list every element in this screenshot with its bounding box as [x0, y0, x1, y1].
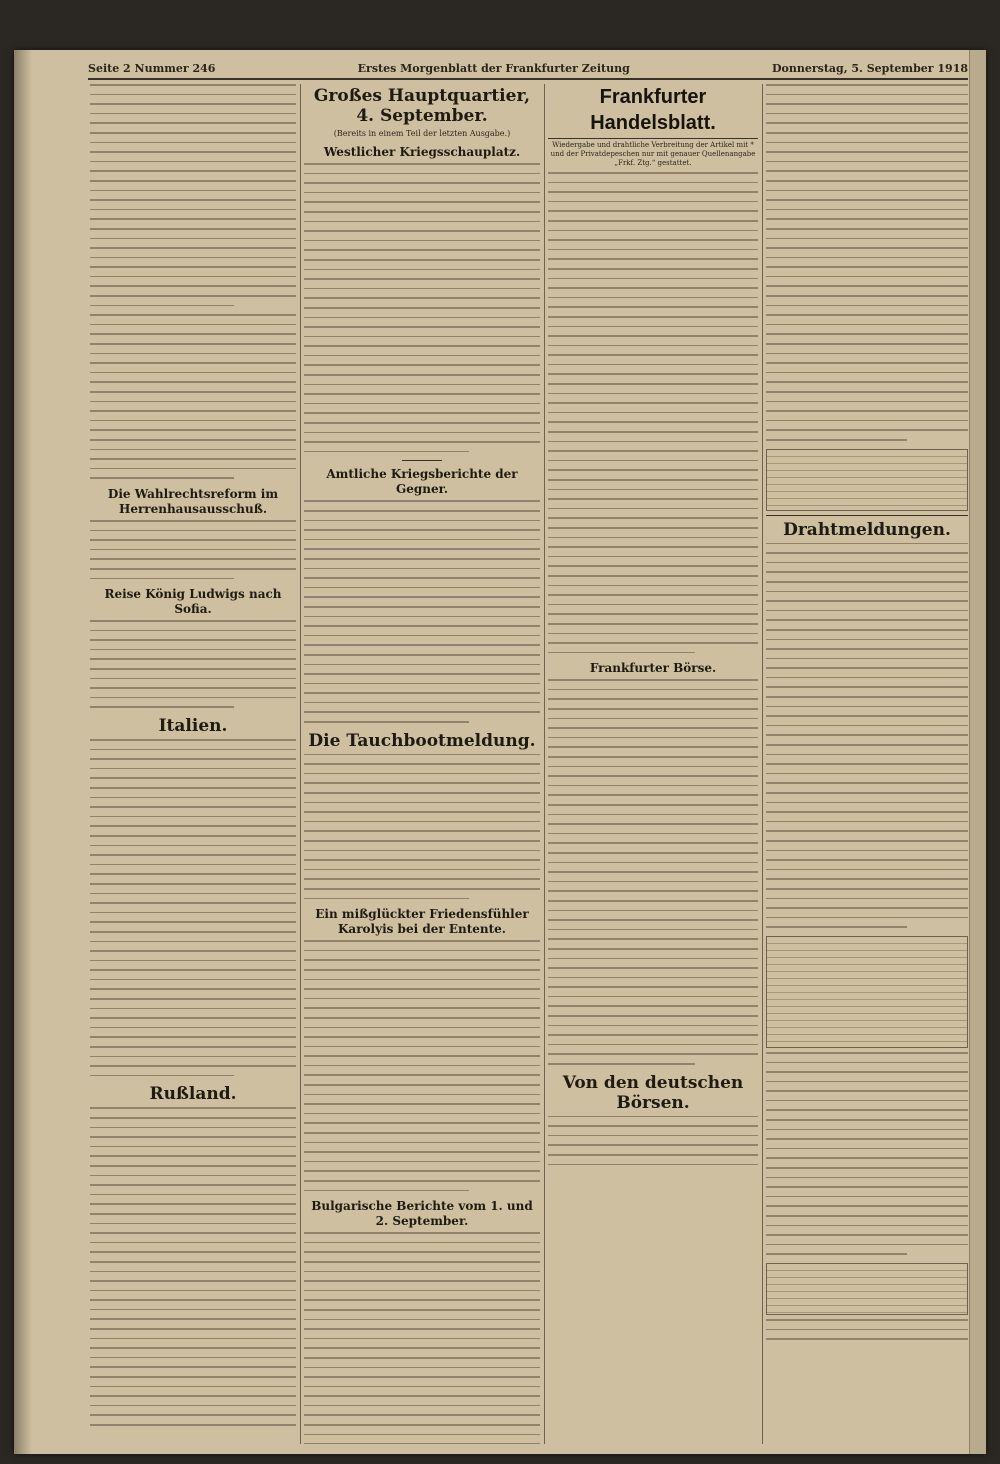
column-4	[766, 84, 968, 1444]
section-heading: Westlicher Kriegsschauplatz.	[323, 145, 521, 159]
section-heading: Bulgarische Berichte vom 1. und 2. September.	[311, 1199, 533, 1229]
exchange-rate-table	[766, 449, 968, 511]
column-1	[90, 84, 296, 1444]
column-2	[304, 84, 540, 1444]
section-masthead: Frankfurter Handelsblatt.	[548, 84, 758, 139]
page-number: Seite 2 Nummer 246	[88, 61, 216, 75]
article-text	[90, 84, 296, 479]
issue-date: Donnerstag, 5. September 1918	[771, 61, 968, 75]
column-rule	[544, 84, 545, 1444]
new-york-quotation-table	[766, 1263, 968, 1315]
paper-name: Erstes Morgenblatt der Frankfurter Zeitung	[357, 61, 630, 75]
masthead-note: Wiedergabe und drahtliche Verbreitung der Artikel mit * und der Privatdepeschen nur mit genauer Quellenangabe „Frkf. Ztg.“ gestattet.	[550, 141, 756, 167]
column-rule	[300, 84, 301, 1444]
article-title: Großes Hauptquartier, 4. September.	[313, 86, 531, 126]
section-heading: Reise König Ludwigs nach Sofia.	[104, 587, 282, 617]
page-header	[88, 58, 968, 80]
article-subtitle: (Bereits in einem Teil der letzten Ausgabe.)	[333, 129, 511, 138]
page-fold-shadow	[14, 50, 32, 1454]
adjacent-page-edge	[969, 50, 986, 1454]
section-heading: Ein mißglückter Friedensfühler Karolyis bei der Entente.	[315, 907, 529, 937]
section-heading: Amtliche Kriegsberichte der Gegner.	[326, 467, 518, 497]
section-heading: Italien.	[158, 716, 228, 737]
newspaper-page	[14, 50, 986, 1454]
column-3	[548, 84, 758, 1444]
section-heading: Rußland.	[149, 1084, 237, 1105]
section-heading: Drahtmeldungen.	[783, 519, 951, 540]
stock-quotation-table	[766, 936, 968, 1048]
column-rule	[762, 84, 763, 1444]
section-heading: Frankfurter Börse.	[589, 661, 717, 676]
section-heading: Die Wahlrechtsreform im Herrenhausausschuß.	[107, 486, 279, 516]
section-heading: Die Tauchbootmeldung.	[308, 730, 536, 751]
section-heading: Von den deutschen Börsen.	[562, 1072, 744, 1113]
